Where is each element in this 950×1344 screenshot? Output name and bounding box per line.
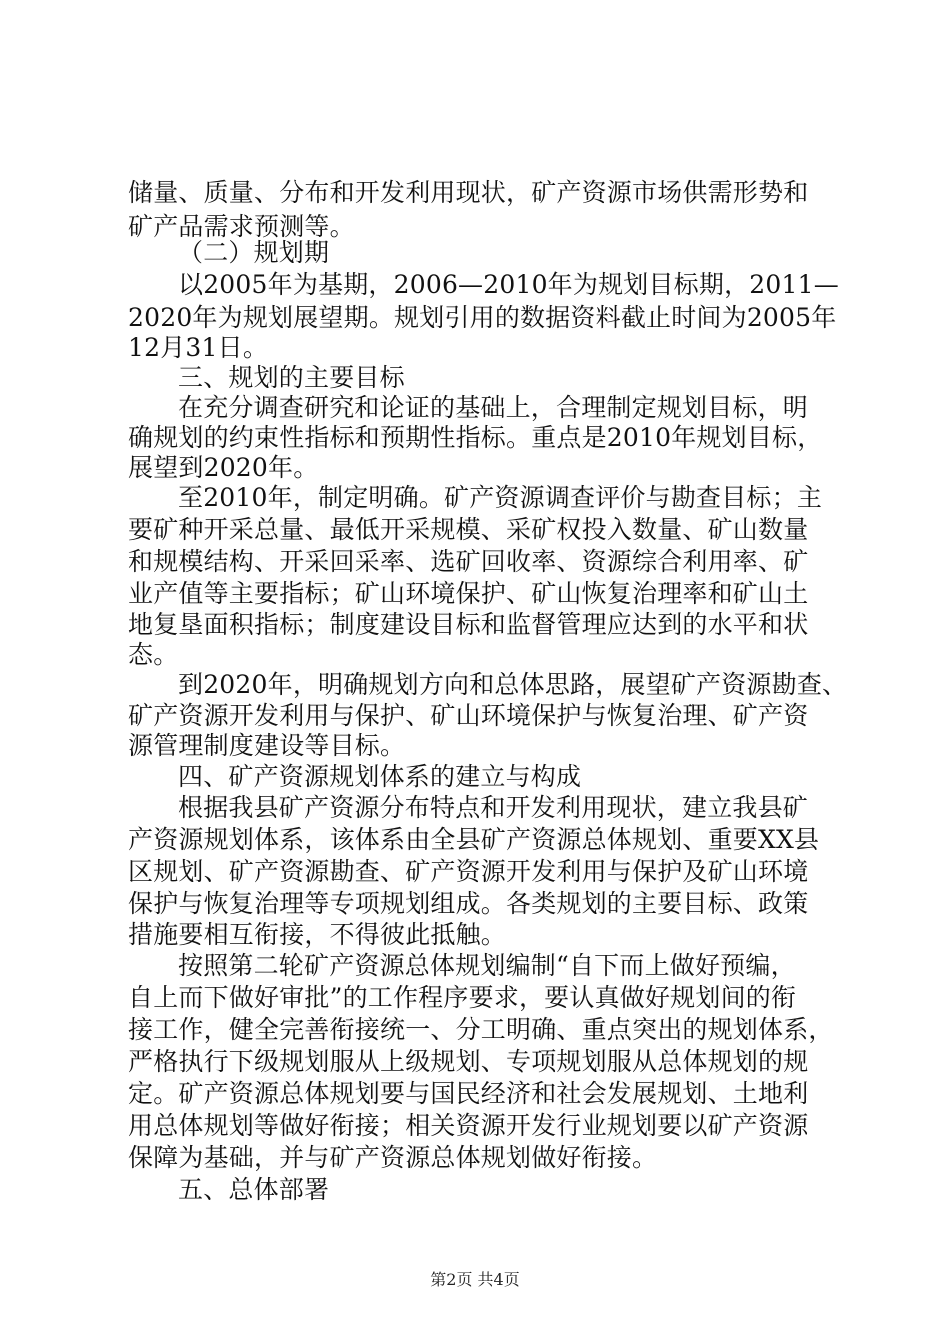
section-heading: 四、矿产资源规划体系的建立与构成 (178, 762, 582, 791)
section-heading: 五、总体部署 (178, 1175, 330, 1204)
text-line: 至2010年，制定明确。矿产资源调查评价与勘查目标；主 (178, 483, 823, 512)
section-heading: 三、规划的主要目标 (178, 363, 405, 392)
text-line: 严格执行下级规划服从上级规划、专项规划服从总体规划的规 (128, 1047, 809, 1076)
text-line: 源管理制度建设等目标。 (128, 731, 406, 760)
text-line: 保障为基础，并与矿产资源总体规划做好衔接。 (128, 1143, 658, 1172)
text-line: 到2020年，明确规划方向和总体思路，展望矿产资源勘查、 (178, 670, 848, 699)
text-line: 要矿种开采总量、最低开采规模、采矿权投入数量、矿山数量 (128, 515, 809, 544)
text-line: 在充分调查研究和论证的基础上，合理制定规划目标，明 (178, 393, 809, 422)
text-line: 以2005年为基期，2006—2010年为规划目标期，2011— (178, 270, 839, 299)
text-line: 产资源规划体系，该体系由全县矿产资源总体规划、重要XX县 (128, 825, 820, 854)
section-heading: （二）规划期 (178, 238, 330, 267)
text-line: 和规模结构、开采回采率、选矿回收率、资源综合利用率、矿 (128, 547, 809, 576)
text-line: 储量、质量、分布和开发利用现状，矿产资源市场供需形势和 (128, 178, 809, 207)
text-line: 区规划、矿产资源勘查、矿产资源开发利用与保护及矿山环境 (128, 857, 809, 886)
text-line: 12月31日。 (128, 333, 269, 362)
text-line: 展望到2020年。 (128, 453, 319, 482)
text-line: 接工作，健全完善衔接统一、分工明确、重点突出的规划体系， (128, 1015, 834, 1044)
text-line: 措施要相互衔接，不得彼此抵触。 (128, 920, 507, 949)
text-line: 定。矿产资源总体规划要与国民经济和社会发展规划、土地利 (128, 1079, 809, 1108)
text-line: 地复垦面积指标；制度建设目标和监督管理应达到的水平和状 (128, 610, 809, 639)
text-line: 态。 (128, 640, 179, 669)
text-line: 2020年为规划展望期。规划引用的数据资料截止时间为2005年 (128, 303, 837, 332)
text-line: 业产值等主要指标；矿山环境保护、矿山恢复治理率和矿山土 (128, 579, 809, 608)
text-line: 矿产资源开发利用与保护、矿山环境保护与恢复治理、矿产资 (128, 701, 809, 730)
text-line: 矿产品需求预测等。 (128, 212, 355, 241)
page-number-footer: 第2页 共4页 (430, 1270, 520, 1289)
text-line: 确规划的约束性指标和预期性指标。重点是2010年规划目标， (128, 423, 823, 452)
text-line: 保护与恢复治理等专项规划组成。各类规划的主要目标、政策 (128, 889, 809, 918)
text-line: 用总体规划等做好衔接；相关资源开发行业规划要以矿产资源 (128, 1111, 809, 1140)
text-line: 根据我县矿产资源分布特点和开发利用现状，建立我县矿 (178, 793, 809, 822)
text-line: 自上而下做好审批”的工作程序要求，要认真做好规划间的衔 (128, 983, 797, 1012)
text-line: 按照第二轮矿产资源总体规划编制“自下而上做好预编， (178, 951, 796, 980)
